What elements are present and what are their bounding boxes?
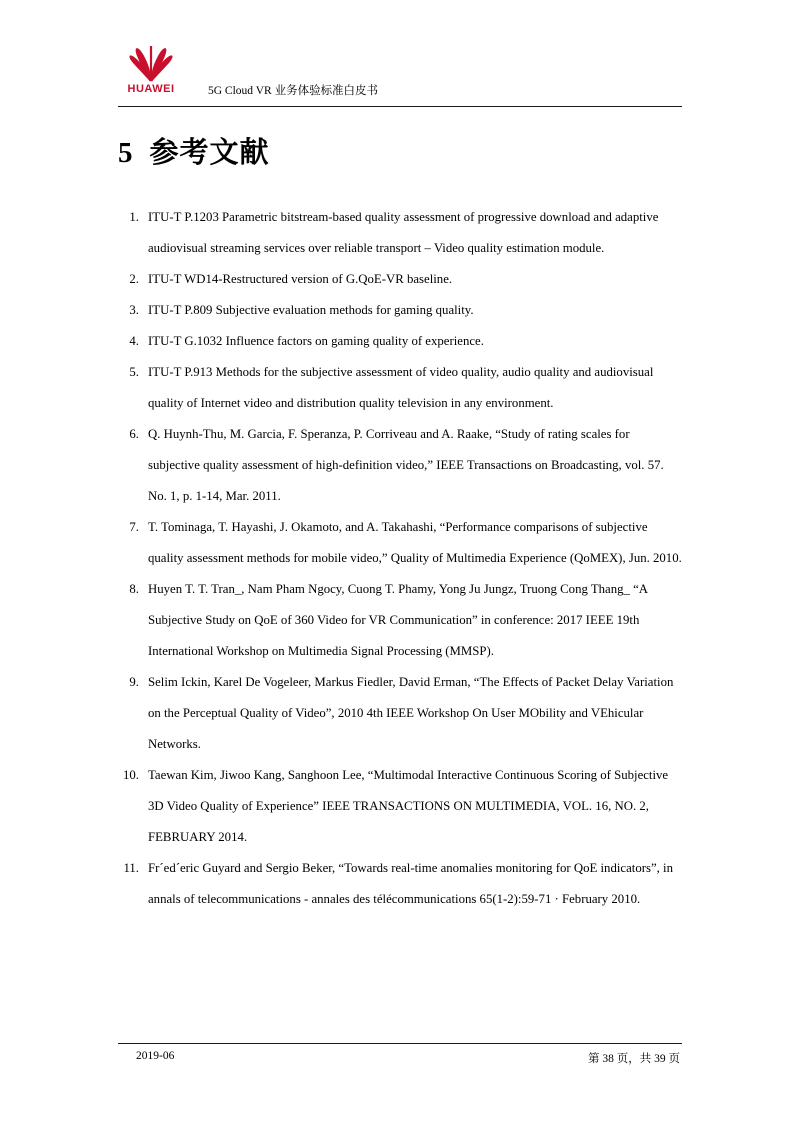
huawei-wordmark: HUAWEI [127,83,175,95]
list-item [118,760,682,853]
page-number: 第 38 页，共 39 页 [588,1053,680,1065]
list-item [118,419,682,512]
list-item-text: ITU-T P.809 Subjective evaluation methods for gaming quality. [148,303,474,317]
list-item-text: Q. Huynh-Thu, M. Garcia, F. Speranza, P. Corriveau and A. Raake, “Study of rating scales for subjective quality assessment of high-definition video,” IEEE Transactions on Broadcasting, vol. 57. No. 1, p. 1-14, Mar. 2011. [148,427,664,503]
chapter-title: 参考文献 [149,137,270,169]
list-item-number: 4. [129,334,139,348]
page-footer [118,1050,682,1066]
huawei-flower-icon [118,46,184,82]
page-content [118,0,682,1132]
page-title [118,130,682,171]
footer-divider [118,1043,682,1044]
page-header [118,46,682,108]
chapter-number: 5 [118,137,134,169]
list-item-number: 10. [123,768,139,782]
list-item [118,264,682,295]
list-item [118,202,682,264]
list-item-text: ITU-T WD14-Restructured version of G.QoE-VR baseline. [148,272,453,286]
list-item-text: ITU-T P.1203 Parametric bitstream-based quality assessment of progressive download and adaptive audiovisual streaming services over reliable transport – Video quality estimation module. [148,210,659,255]
list-item-number: 6. [129,427,139,441]
list-item-text: ITU-T P.913 Methods for the subjective assessment of video quality, audio quality and audiovisual quality of Internet video and distribution quality television in any environment. [148,365,654,410]
list-item-number: 8. [129,582,139,596]
list-item-text: Selim Ickin, Karel De Vogeleer, Markus Fiedler, David Erman, “The Effects of Packet Delay Variation on the Perceptual Quality of Video”, 2010 4th IEEE Workshop On User MObility and VEhicular Networks. [148,675,674,751]
huawei-logo [118,46,184,102]
list-item [118,326,682,357]
list-item-number: 11. [123,861,139,875]
header-divider [118,106,682,107]
list-item-number: 9. [129,675,139,689]
list-item [118,853,682,915]
list-item-text: Taewan Kim, Jiwoo Kang, Sanghoon Lee, “Multimodal Interactive Continuous Scoring of Subjective 3D Video Quality of Experience” IEEE TRANSACTIONS ON MULTIMEDIA, VOL. 16, NO. 2, FEBRUARY 2014. [148,768,669,844]
list-item [118,512,682,574]
list-item [118,357,682,419]
list-item [118,295,682,326]
list-item-text: Huyen T. T. Tran_, Nam Pham Ngocy, Cuong T. Phamy, Yong Ju Jungz, Truong Cong Thang_ “A Subjective Study on QoE of 360 Video for VR Communication” in conference: 2017 IEEE 19th International Workshop on Multimedia Signal Processing (MMSP). [148,582,648,658]
list-item-number: 5. [129,365,139,379]
list-item-number: 7. [129,520,139,534]
reference-list [118,202,682,915]
list-item-text: ITU-T G.1032 Influence factors on gaming quality of experience. [148,334,484,348]
list-item [118,574,682,667]
list-item-text: Fr´ed´eric Guyard and Sergio Beker, “Towards real-time anomalies monitoring for QoE indicators”, in annals of telecommunications - annales des télécommunications 65(1-2):59-71 · February 2010. [148,861,673,906]
footer-date: 2019-06 [136,1050,175,1062]
list-item-number: 1. [129,210,139,224]
list-item-number: 2. [129,272,139,286]
list-item-number: 3. [129,303,139,317]
list-item-text: T. Tominaga, T. Hayashi, J. Okamoto, and A. Takahashi, “Performance comparisons of subjective quality assessment methods for mobile video,” Quality of Multimedia Experience (QoMEX), Jun. 2010. [148,520,682,565]
list-item [118,667,682,760]
header-title: 5G Cloud VR 业务体验标准白皮书 [208,85,379,97]
